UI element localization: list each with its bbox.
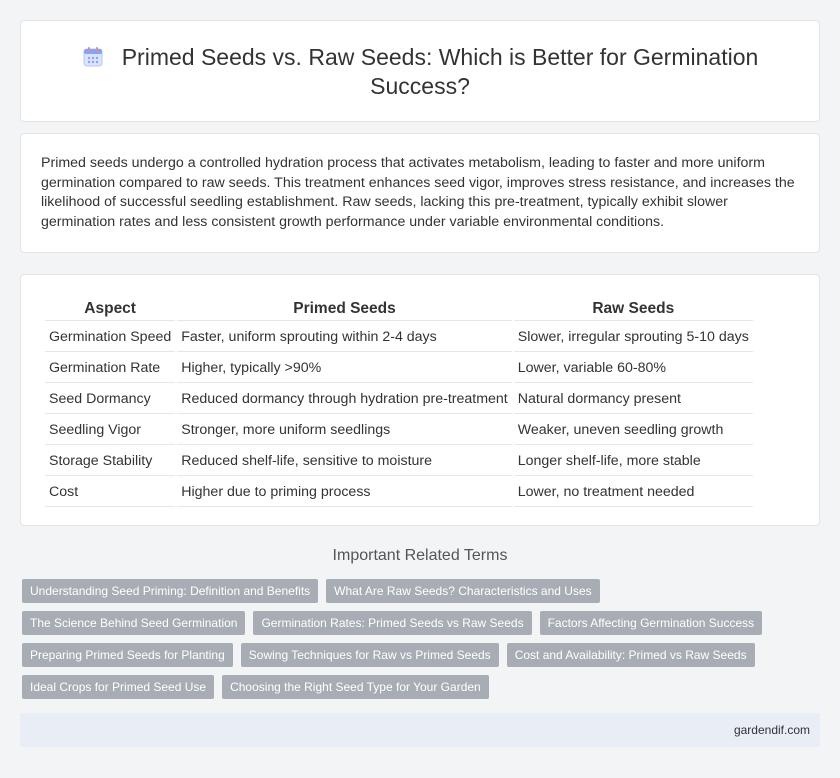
table-cell: Stronger, more uniform seedlings bbox=[177, 416, 512, 445]
table-row bbox=[45, 416, 753, 445]
related-terms-heading: Important Related Terms bbox=[332, 547, 508, 564]
table-row bbox=[45, 354, 753, 383]
related-term-link[interactable]: Understanding Seed Priming: Definition and Benefits bbox=[22, 579, 318, 603]
table-cell: Weaker, uneven seedling growth bbox=[514, 416, 753, 445]
related-term-link[interactable]: Factors Affecting Germination Success bbox=[540, 611, 763, 635]
table-cell: Longer shelf-life, more stable bbox=[514, 447, 753, 476]
intro-paragraph: Primed seeds undergo a controlled hydration process that activates metabolism, leading to faster and more uniform germination compared to raw seeds. This treatment enhances seed vigor, improves stress resistance, and increases the likelihood of successful seedling establishment. Raw seeds, lacking this pre-treatment, typically exhibit slower germination rates and less consistent growth performance under variable environmental conditions. bbox=[41, 155, 795, 230]
table-cell: Lower, no treatment needed bbox=[514, 478, 753, 507]
table-cell: Seed Dormancy bbox=[45, 385, 175, 414]
related-term-link[interactable]: What Are Raw Seeds? Characteristics and Uses bbox=[326, 579, 599, 603]
related-term-link[interactable]: Choosing the Right Seed Type for Your Garden bbox=[222, 675, 489, 699]
comparison-table bbox=[43, 295, 755, 509]
table-cell: Cost bbox=[45, 478, 175, 507]
table-row bbox=[45, 385, 753, 414]
comparison-table-card bbox=[20, 274, 820, 526]
table-row bbox=[45, 323, 753, 352]
related-term-link[interactable]: The Science Behind Seed Germination bbox=[22, 611, 245, 635]
table-cell: Slower, irregular sprouting 5-10 days bbox=[514, 323, 753, 352]
table-cell: Germination Rate bbox=[45, 354, 175, 383]
page-title-block bbox=[61, 43, 779, 101]
intro-card bbox=[20, 133, 820, 253]
related-term-link[interactable]: Preparing Primed Seeds for Planting bbox=[22, 643, 233, 667]
table-cell: Germination Speed bbox=[45, 323, 175, 352]
table-cell: Natural dormancy present bbox=[514, 385, 753, 414]
table-header-row bbox=[45, 297, 753, 321]
related-term-link[interactable]: Ideal Crops for Primed Seed Use bbox=[22, 675, 214, 699]
table-cell: Reduced dormancy through hydration pre-treatment bbox=[177, 385, 512, 414]
calendar-icon bbox=[82, 46, 104, 68]
header-primed-seeds: Primed Seeds bbox=[177, 297, 512, 321]
header-card bbox=[20, 20, 820, 122]
table-cell: Lower, variable 60-80% bbox=[514, 354, 753, 383]
related-terms-list bbox=[22, 579, 822, 699]
header-aspect: Aspect bbox=[45, 297, 175, 321]
table-cell: Higher due to priming process bbox=[177, 478, 512, 507]
site-link[interactable]: gardendif.com bbox=[733, 723, 810, 737]
header-raw-seeds: Raw Seeds bbox=[514, 297, 753, 321]
table-row bbox=[45, 447, 753, 476]
related-term-link[interactable]: Sowing Techniques for Raw vs Primed Seeds bbox=[241, 643, 499, 667]
table-cell: Reduced shelf-life, sensitive to moisture bbox=[177, 447, 512, 476]
related-term-link[interactable]: Cost and Availability: Primed vs Raw Seeds bbox=[507, 643, 755, 667]
related-term-link[interactable]: Germination Rates: Primed Seeds vs Raw Seeds bbox=[253, 611, 531, 635]
table-cell: Higher, typically >90% bbox=[177, 354, 512, 383]
table-cell: Seedling Vigor bbox=[45, 416, 175, 445]
page-title: Primed Seeds vs. Raw Seeds: Which is Better for Germination Success? bbox=[121, 44, 759, 99]
table-cell: Storage Stability bbox=[45, 447, 175, 476]
table-cell: Faster, uniform sprouting within 2-4 days bbox=[177, 323, 512, 352]
table-row bbox=[45, 478, 753, 507]
footer-bar bbox=[20, 713, 820, 747]
